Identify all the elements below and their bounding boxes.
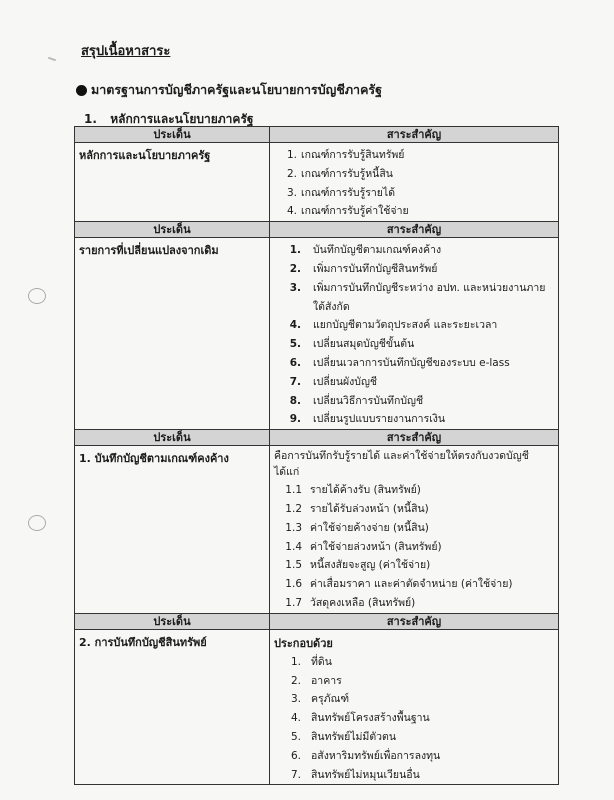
sub-heading-text: หลักการและนโยบายภาครัฐ	[110, 112, 254, 126]
row-essence	[270, 143, 559, 222]
consist-label: ประกอบด้วย	[274, 636, 333, 650]
row-topic: 1. บันทึกบัญชีตามเกณฑ์คงค้าง	[75, 446, 270, 614]
list-item: 4. แยกบัญชีตามวัตถุประสงค์ และระยะเวลา	[289, 319, 498, 332]
essence-list	[270, 652, 558, 785]
list-item: 1.3 ค่าใช้จ่ายค้างจ่าย (หนี้สิน)	[285, 521, 429, 534]
essence-list	[270, 238, 558, 429]
row-topic: 2. การบันทึกบัญชีสินทรัพย์	[75, 629, 270, 785]
row-essence	[270, 629, 559, 785]
table-row	[75, 446, 559, 614]
list-item: 2. เพิ่มการบันทึกบัญชีสินทรัพย์	[289, 262, 438, 275]
list-item: 2. อาคาร	[290, 674, 342, 687]
table-header-row	[75, 430, 559, 446]
table-row	[75, 143, 559, 222]
list-item: 1.1 รายได้ค้างรับ (สินทรัพย์)	[285, 484, 421, 497]
list-item: 5. สินทรัพย์ไม่มีตัวตน	[290, 730, 397, 743]
list-item: 1. บันทึกบัญชีตามเกณฑ์คงค้าง	[289, 244, 442, 257]
header-issue: ประเด็น	[75, 430, 270, 446]
list-item: 7. เปลี่ยนผังบัญชี	[289, 375, 378, 388]
list-item: 6. เปลี่ยนเวลาการบันทึกบัญชีของระบบ e-lass	[289, 356, 510, 369]
scan-mark	[48, 57, 56, 62]
row-topic: รายการที่เปลี่ยนแปลงจากเดิม	[75, 238, 270, 430]
list-item: 3. เกณฑ์การรับรู้รายได้	[286, 186, 396, 199]
list-item: 3. เพิ่มการบันทึกบัญชีระหว่าง อปท. และหน่วยงานภายใต้สังกัด	[289, 281, 546, 313]
header-essence: สาระสำคัญ	[270, 127, 559, 143]
bullet-icon	[76, 85, 87, 96]
header-essence: สาระสำคัญ	[270, 222, 559, 238]
list-item: 1.2 รายได้รับล่วงหน้า (หนี้สิน)	[285, 502, 429, 515]
table-header-row	[75, 222, 559, 238]
punch-hole-top	[28, 288, 46, 304]
list-item: 1.5 หนี้สงสัยจะสูญ (ค่าใช้จ่าย)	[285, 559, 431, 572]
list-item: 7. สินทรัพย์ไม่หมุนเวียนอื่น	[290, 768, 420, 781]
punch-hole-bottom	[28, 515, 46, 531]
list-item: 2. เกณฑ์การรับรู้หนี้สิน	[286, 167, 393, 180]
list-item: 4. เกณฑ์การรับรู้ค่าใช้จ่าย	[286, 205, 409, 218]
list-item: 3. ครุภัณฑ์	[290, 693, 350, 706]
list-item: 1. ที่ดิน	[290, 655, 332, 668]
header-issue: ประเด็น	[75, 127, 270, 143]
list-item: 6. อสังหาริมทรัพย์เพื่อการลงทุน	[290, 749, 441, 762]
table-header-row	[75, 127, 559, 143]
sub-heading-number: 1.	[84, 112, 97, 126]
section-heading-text: มาตรฐานการบัญชีภาครัฐและนโยบายการบัญชีภาครัฐ	[91, 82, 383, 97]
row-essence	[270, 238, 559, 430]
header-essence: สาระสำคัญ	[270, 430, 559, 446]
essence-list	[270, 480, 558, 613]
table-row	[75, 629, 559, 785]
list-item: 1.6 ค่าเสื่อมราคา และค่าตัดจำหน่าย (ค่าใช้จ่าย)	[285, 578, 513, 591]
row-essence	[270, 446, 559, 614]
header-issue: ประเด็น	[75, 222, 270, 238]
section-heading	[76, 80, 382, 100]
list-item: 1.7 วัสดุคงเหลือ (สินทรัพย์)	[285, 596, 416, 609]
row-intro: คือการบันทึกรับรู้รายได้ และค่าใช้จ่ายให้ตรงกับงวดบัญชี ได้แก่	[274, 450, 529, 479]
list-item: 5. เปลี่ยนสมุดบัญชีขั้นต้น	[289, 338, 415, 351]
list-item: 1. เกณฑ์การรับรู้สินทรัพย์	[286, 149, 405, 161]
row-topic: หลักการและนโยบายภาครัฐ	[75, 143, 270, 222]
list-item: 4. สินทรัพย์โครงสร้างพื้นฐาน	[290, 712, 430, 725]
table-row	[75, 238, 559, 430]
essence-list	[270, 143, 558, 221]
table-header-row	[75, 613, 559, 629]
summary-table	[74, 126, 559, 785]
header-essence: สาระสำคัญ	[270, 613, 559, 629]
list-item: 9. เปลี่ยนรูปแบบรายงานการเงิน	[289, 413, 446, 426]
list-item: 8. เปลี่ยนวิธีการบันทึกบัญชี	[289, 394, 424, 407]
summary-title: สรุปเนื้อหาสาระ	[81, 44, 171, 59]
header-issue: ประเด็น	[75, 613, 270, 629]
list-item: 1.4 ค่าใช้จ่ายล่วงหน้า (สินทรัพย์)	[285, 540, 442, 553]
